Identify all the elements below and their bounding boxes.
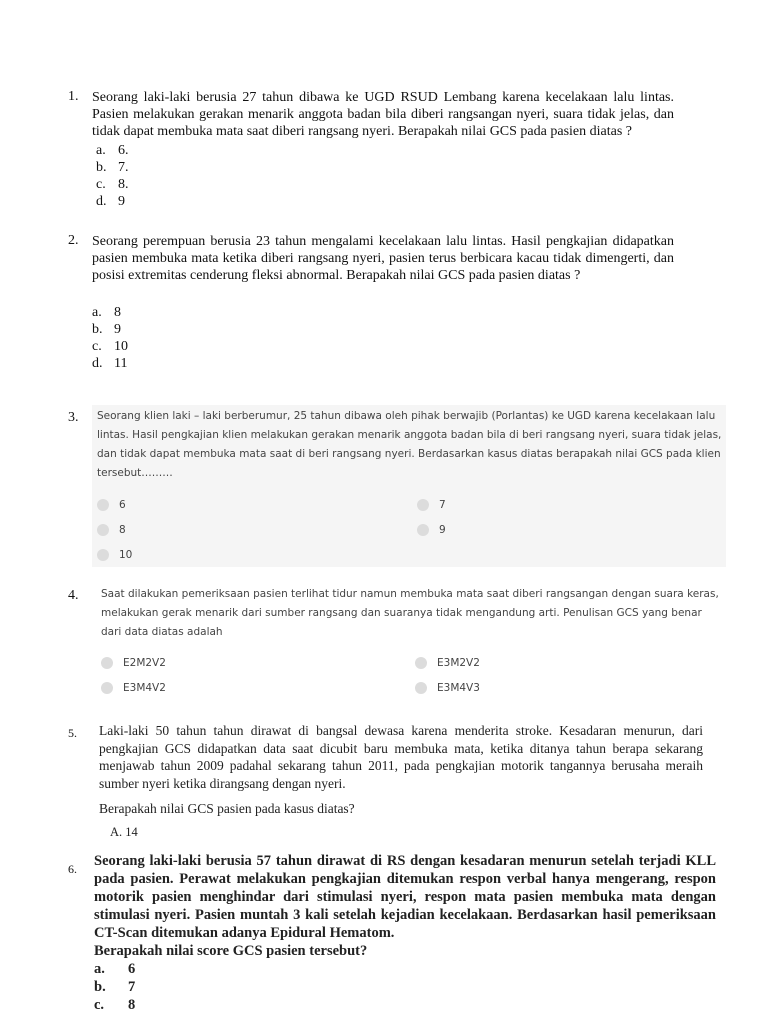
question-4-card	[96, 585, 726, 703]
question-5	[99, 722, 703, 841]
question-5-text: Laki-laki 50 tahun tahun dirawat di bangsal dewasa karena menderita stroke. Kesadaran menurun, dari pengkajian GCS didapatkan data saat dicubit baru membuka mata, ketika ditanya tahun berapa sekarang menjawab tahun 2009 padahal sekarang tahun 2011, pada pengkajian motorik tangannya berusaha meraih sumber nyeri ketika dirangsang dengan nyeri.	[99, 723, 703, 791]
question-1-text: Seorang laki-laki berusia 27 tahun dibawa ke UGD RSUD Lembang karena kecelakaan lalu lintas. Pasien melakukan gerakan menarik anggota badan bila diberi rangsangan nyeri, suara tidak jelas, dan tidak dapat membuka mata saat diberi rangsang nyeri. Berapakah nilai GCS pada pasien diatas ?	[92, 90, 674, 139]
option-item: b. 7.	[96, 160, 129, 175]
option-item: d. 9	[96, 194, 125, 209]
question-1-number: 1.	[68, 89, 79, 104]
option-item: c. 8.	[96, 177, 129, 192]
question-6	[94, 852, 716, 1014]
radio-circle-icon[interactable]	[417, 524, 429, 536]
question-2	[92, 233, 674, 372]
question-3-text: Seorang klien laki – laki berberumur, 25 tahun dibawa oleh pihak berwajib (Porlantas) ke UGD karena kecelakaan lalu lintas. Hasil pengkajian klien melakukan gerakan menarik anggota badan bila di beri rangsang nyeri, suara tidak jelas, dan tidak dapat membuka mata saat di beri rangsang nyeri. Berdasarkan kasus diatas berapakah nilai GCS pada klien tersebut………	[97, 410, 722, 479]
radio-option-e3m2v2[interactable]: E3M2V2	[415, 653, 715, 672]
question-3-number: 3.	[68, 410, 79, 425]
radio-option-7[interactable]: 7	[417, 495, 717, 514]
option-item: a. 6.	[96, 143, 129, 158]
question-4-options	[101, 653, 715, 697]
question-4-text: Saat dilakukan pemeriksaan pasien terlihat tidur namun membuka mata saat diberi rangsangan dengan suara keras, melakukan gerak menarik dari sumber rangsang dan suaranya tidak mengandung arti. Penulisan GCS yang benar dari data diatas adalah	[101, 588, 719, 638]
radio-circle-icon[interactable]	[97, 549, 109, 561]
question-4-number: 4.	[68, 588, 79, 603]
option-item: c. 10	[92, 339, 128, 354]
question-3-options	[97, 495, 717, 564]
question-5-question: Berapakah nilai GCS pasien pada kasus diatas?	[99, 801, 355, 816]
option-item: c. 8	[94, 997, 136, 1013]
radio-option-6[interactable]: 6	[97, 495, 417, 514]
radio-option-e3m4v2[interactable]: E3M4V2	[101, 678, 415, 697]
radio-option-8[interactable]: 8	[97, 520, 417, 539]
radio-option-9[interactable]: 9	[417, 520, 717, 539]
question-6-options	[94, 960, 716, 1014]
question-2-number: 2.	[68, 233, 79, 248]
question-1-options	[96, 142, 674, 210]
radio-circle-icon[interactable]	[101, 657, 113, 669]
question-5-number: 5.	[68, 726, 77, 740]
radio-circle-icon[interactable]	[415, 682, 427, 694]
question-6-question: Berapakah nilai score GCS pasien tersebut?	[94, 943, 368, 959]
radio-option-e3m4v3[interactable]: E3M4V3	[415, 678, 715, 697]
question-6-text: Seorang laki-laki berusia 57 tahun dirawat di RS dengan kesadaran menurun setelah terjadi KLL pada pasien. Perawat melakukan pengkajian ditemukan respon verbal hanya mengerang, respon motorik pasien menghindar dari stimulasi nyeri, respon mata pasien membuka mata dengan stimulasi nyeri. Pasien muntah 3 kali setelah kejadian kecelakaan. Berdasarkan hasil pemeriksaan CT-Scan ditemukan adanya Epidural Hematom.	[94, 853, 716, 941]
radio-circle-icon[interactable]	[415, 657, 427, 669]
question-2-options	[92, 304, 674, 372]
option-item: a. 8	[92, 305, 121, 320]
option-item: b. 9	[92, 322, 121, 337]
radio-option-10[interactable]: 10	[97, 545, 417, 564]
radio-circle-icon[interactable]	[97, 524, 109, 536]
radio-option-e2m2v2[interactable]: E2M2V2	[101, 653, 415, 672]
option-item: a. 6	[94, 961, 136, 977]
radio-circle-icon[interactable]	[97, 499, 109, 511]
question-2-text: Seorang perempuan berusia 23 tahun mengalami kecelakaan lalu lintas. Hasil pengkajian didapatkan pasien membuka mata ketika diberi rangsang nyeri, pasien terus berbicara kacau tidak dimengerti, dan posisi extremitas cenderung fleksi abnormal. Berapakah nilai GCS pada pasien diatas ?	[92, 234, 674, 283]
question-3-card	[92, 405, 726, 567]
option-item: d. 11	[92, 356, 128, 371]
question-1	[92, 89, 674, 210]
option-item: b. 7	[94, 979, 136, 995]
question-5-answer: A. 14	[110, 824, 138, 839]
question-6-number: 6.	[68, 862, 77, 876]
radio-circle-icon[interactable]	[101, 682, 113, 694]
radio-circle-icon[interactable]	[417, 499, 429, 511]
